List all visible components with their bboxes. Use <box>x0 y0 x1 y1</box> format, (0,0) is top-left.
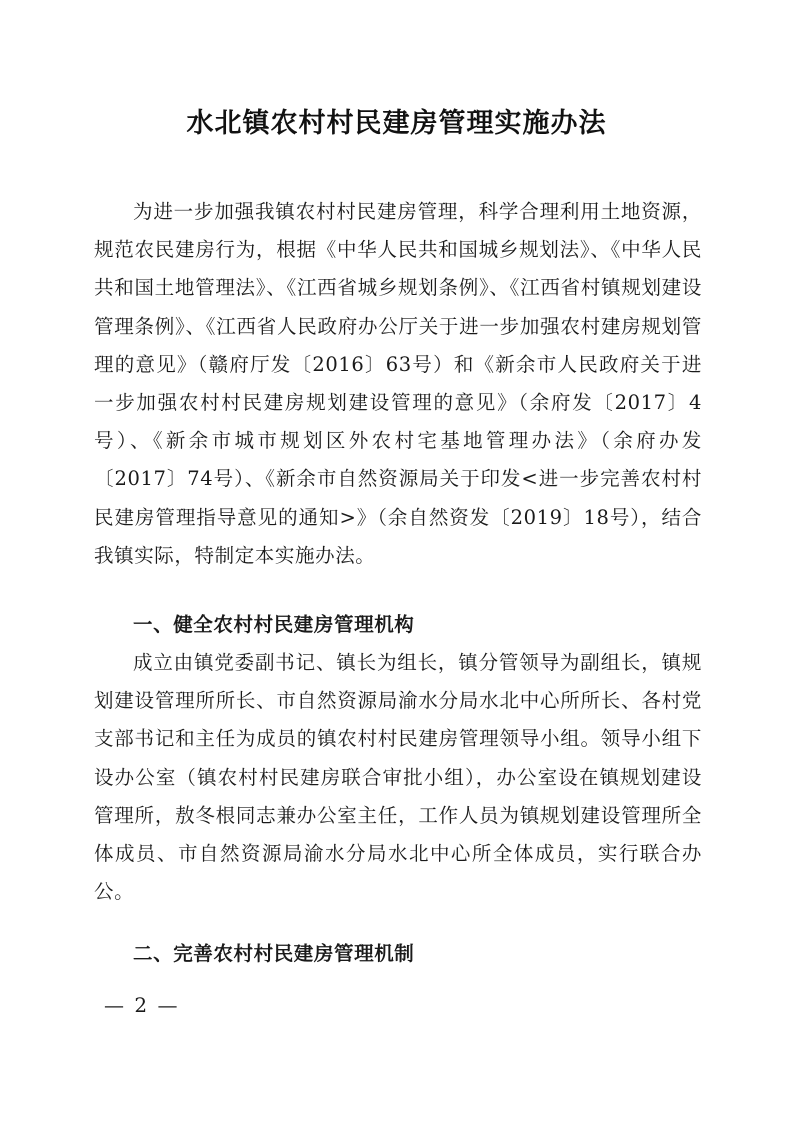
section2-heading: 二、完善农村村民建房管理机制 <box>133 942 415 965</box>
section1-heading: 一、健全农村村民建房管理机构 <box>133 613 415 636</box>
intro-paragraph: 为进一步加强我镇农村村民建房管理，科学合理利用土地资源，规范农民建房行为，根据《中华人民共和国城乡规划法》、《中华人民共和国土地管理法》、《江西省城乡规划条例》、《江西省村镇规划建设管理条例》、《江西省人民政府办公厅关于进一步加强农村建房规划管理的意见》（赣府厅发〔2016〕63号）和《新余市人民政府关于进一步加强农村村民建房规划建设管理的意见》（余府发〔2017〕4号）、《新余市城市规划区外农村宅基地管理办法》（余府办发〔2017〕74号）、《新余市自然资源局关于印发<进一步完善农村村民建房管理指导意见的通知>》（余自然资发〔2019〕18号），结合我镇实际，特制定本实施办法。 <box>94 200 702 567</box>
section1-paragraph: 成立由镇党委副书记、镇长为组长，镇分管领导为副组长，镇规划建设管理所所长、市自然资源局渝水分局水北中心所所长、各村党支部书记和主任为成员的镇农村村民建房管理领导小组。领导小组下设办公室（镇农村村民建房联合审批小组），办公室设在镇规划建设管理所，敖冬根同志兼办公室主任，工作人员为镇规划建设管理所全体成员、市自然资源局渝水分局水北中心所全体成员，实行联合办公。 <box>94 651 702 904</box>
page-number: — 2 — <box>104 993 180 1017</box>
document-title: 水北镇农村村民建房管理实施办法 <box>186 108 607 139</box>
